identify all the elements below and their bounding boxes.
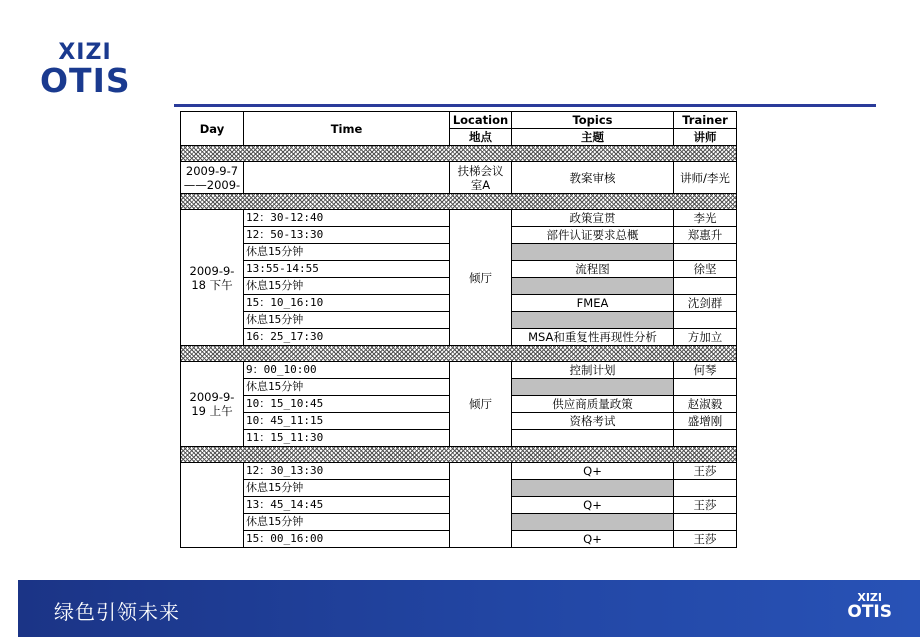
trainer-cell: 赵淑毅	[674, 396, 737, 413]
trainer-cell: 盛增刚	[674, 413, 737, 430]
trainer-cell: 何琴	[674, 362, 737, 379]
table-row	[181, 362, 737, 379]
footer-logo	[847, 592, 892, 621]
topic-cell	[512, 312, 674, 329]
trainer-cell	[674, 379, 737, 396]
table-row	[181, 210, 737, 227]
location-cell: 倾厅	[450, 362, 512, 447]
time-cell: 10：45_11:15	[244, 413, 450, 430]
topic-cell: 流程图	[512, 261, 674, 278]
time-cell: 13:55-14:55	[244, 261, 450, 278]
time-cell: 9：00_10:00	[244, 362, 450, 379]
time-cell: 13：45_14:45	[244, 497, 450, 514]
topic-cell: 部件认证要求总概	[512, 227, 674, 244]
header-row	[181, 112, 737, 129]
trainer-cell	[674, 480, 737, 497]
topic-cell	[512, 379, 674, 396]
header-divider	[174, 104, 876, 107]
trainer-cell: 讲师/李光	[674, 162, 737, 194]
separator-row	[181, 146, 737, 162]
topic-cell	[512, 244, 674, 261]
time-cell: 休息15分钟	[244, 379, 450, 396]
header-time: Time	[244, 112, 450, 146]
header-trainer-cn: 讲师	[674, 129, 737, 146]
trainer-cell	[674, 244, 737, 261]
day-cell: 2009-9-19 上午	[181, 362, 244, 447]
time-cell: 12：50-13:30	[244, 227, 450, 244]
time-cell: 休息15分钟	[244, 278, 450, 295]
table-row	[181, 162, 737, 194]
header-day: Day	[181, 112, 244, 146]
location-cell: 扶梯会议室A	[450, 162, 512, 194]
separator-row	[181, 194, 737, 210]
footer-logo-line2: OTIS	[847, 602, 892, 622]
trainer-cell	[674, 312, 737, 329]
trainer-cell: 郑惠升	[674, 227, 737, 244]
trainer-cell: 王莎	[674, 463, 737, 480]
time-cell: 休息15分钟	[244, 480, 450, 497]
topic-cell: 政策宣贯	[512, 210, 674, 227]
xizi-otis-logo	[40, 42, 130, 98]
day-cell: 2009-9-7 ——2009-	[181, 162, 244, 194]
day-cell: 2009-9-18 下午	[181, 210, 244, 346]
time-cell: 11：15_11:30	[244, 430, 450, 447]
time-cell: 15：00_16:00	[244, 531, 450, 548]
time-cell: 休息15分钟	[244, 244, 450, 261]
trainer-cell: 沈剑群	[674, 295, 737, 312]
trainer-cell: 王莎	[674, 497, 737, 514]
separator-row	[181, 346, 737, 362]
trainer-cell: 李光	[674, 210, 737, 227]
topic-cell: 控制计划	[512, 362, 674, 379]
schedule-table	[180, 111, 737, 548]
table-row	[181, 463, 737, 480]
topic-cell	[512, 480, 674, 497]
time-cell: 16：25_17:30	[244, 329, 450, 346]
header-location-cn: 地点	[450, 129, 512, 146]
header-topics-cn: 主题	[512, 129, 674, 146]
topic-cell: Q+	[512, 497, 674, 514]
time-cell: 12：30-12:40	[244, 210, 450, 227]
footer-banner	[18, 580, 920, 637]
time-cell: 12：30_13:30	[244, 463, 450, 480]
trainer-cell	[674, 278, 737, 295]
separator-row	[181, 447, 737, 463]
location-cell	[450, 463, 512, 548]
topic-cell: Q+	[512, 531, 674, 548]
topic-cell: MSA和重复性再现性分析	[512, 329, 674, 346]
topic-cell	[512, 430, 674, 447]
header-location-en: Location	[450, 112, 512, 129]
trainer-cell	[674, 430, 737, 447]
trainer-cell	[674, 514, 737, 531]
topic-cell: 教案审核	[512, 162, 674, 194]
header-trainer-en: Trainer	[674, 112, 737, 129]
logo-line1: XIZI	[58, 40, 112, 65]
time-cell: 休息15分钟	[244, 514, 450, 531]
topic-cell: FMEA	[512, 295, 674, 312]
logo-line2: OTIS	[40, 61, 131, 100]
time-cell: 10：15_10:45	[244, 396, 450, 413]
time-cell: 15：10_16:10	[244, 295, 450, 312]
day-cell	[181, 463, 244, 548]
topic-cell: 供应商质量政策	[512, 396, 674, 413]
trainer-cell: 王莎	[674, 531, 737, 548]
header-topics-en: Topics	[512, 112, 674, 129]
trainer-cell: 徐坚	[674, 261, 737, 278]
topic-cell: Q+	[512, 463, 674, 480]
time-cell: 休息15分钟	[244, 312, 450, 329]
topic-cell: 资格考试	[512, 413, 674, 430]
location-cell: 倾厅	[450, 210, 512, 346]
trainer-cell: 方加立	[674, 329, 737, 346]
time-cell	[244, 162, 450, 194]
topic-cell	[512, 514, 674, 531]
footer-logo-line1: XIZI	[857, 591, 883, 604]
topic-cell	[512, 278, 674, 295]
footer-slogan: 绿色引领未来	[54, 600, 180, 624]
